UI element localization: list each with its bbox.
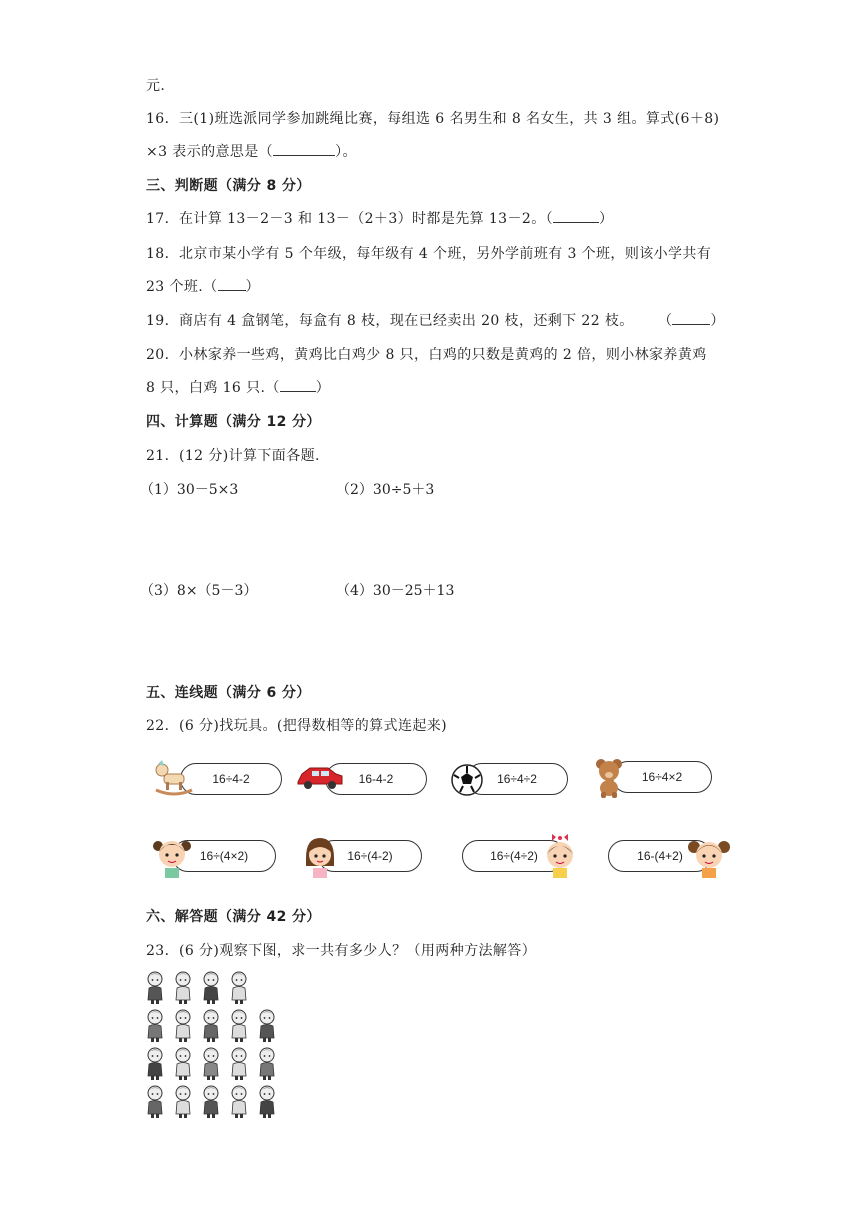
q16-answer-blank[interactable] — [273, 143, 335, 156]
person-icon — [228, 1084, 250, 1118]
q18-text-end: ） — [245, 279, 260, 295]
person-icon — [200, 1008, 222, 1042]
person-icon — [200, 1046, 222, 1080]
person-icon — [144, 1046, 166, 1080]
person-icon — [144, 970, 166, 1004]
question-22: 22．(6 分)找玩具。(把得数相等的算式连起来) — [146, 718, 448, 734]
q17-answer-blank[interactable] — [553, 210, 599, 223]
question-18-line2 — [146, 276, 260, 296]
q20-text: 8 只，白鸡 16 只.（ — [146, 380, 280, 396]
red-car-icon — [296, 764, 344, 792]
person-icon — [144, 1008, 166, 1042]
kid-expression-4[interactable]: 16-(4+2) — [608, 840, 712, 872]
person-icon — [200, 1084, 222, 1118]
person-icon — [228, 1008, 250, 1042]
section-6-title: 六、解答题（满分 42 分） — [146, 909, 321, 925]
toy-expression-3[interactable]: 16÷4÷2 — [466, 763, 568, 795]
person-icon — [228, 970, 250, 1004]
q18-text: 23 个班.（ — [146, 279, 218, 295]
girl-pigtails-icon — [152, 834, 192, 880]
q19-bracket-left: （ — [658, 313, 673, 329]
question-18-line1: 18．北京市某小学有 5 个年级，每年级有 4 个班，另外学前班有 3 个班，则该小学共有 — [146, 246, 712, 262]
section-3-title: 三、判断题（满分 8 分） — [146, 178, 311, 194]
question-20-line2 — [146, 377, 330, 397]
teddy-bear-icon — [594, 758, 624, 798]
section-4-title: 四、计算题（满分 12 分） — [146, 414, 321, 430]
girl-buns-icon — [688, 834, 730, 880]
section-5-title: 五、连线题（满分 6 分） — [146, 685, 311, 701]
toy-expression-2[interactable]: 16-4-2 — [325, 763, 427, 795]
rocking-horse-icon — [152, 760, 196, 796]
q19-bracket-right: ） — [710, 313, 725, 329]
q16-text: ×3 表示的意思是（ — [146, 144, 274, 160]
person-icon — [200, 970, 222, 1004]
person-icon — [256, 1084, 278, 1118]
question-19 — [146, 310, 634, 330]
calc-1: （1）30－5×3 — [140, 482, 239, 498]
kid-expression-1[interactable]: 16÷(4×2) — [172, 840, 276, 872]
kid-expression-2[interactable]: 16÷(4-2) — [318, 840, 422, 872]
q19-bracket — [658, 310, 725, 330]
question-23: 23．(6 分)观察下图，求一共有多少人？（用两种方法解答） — [146, 943, 537, 959]
calc-3: （3）8×（5－3） — [140, 583, 258, 599]
q20-text-end: ） — [315, 380, 331, 396]
q19-answer-blank[interactable] — [672, 312, 710, 325]
calc-2: （2）30÷5＋3 — [336, 482, 435, 498]
person-icon — [256, 1008, 278, 1042]
girl-bob-icon — [300, 834, 340, 880]
person-icon — [144, 1084, 166, 1118]
calc-4: （4）30－25＋13 — [336, 583, 455, 599]
person-icon — [172, 970, 194, 1004]
toy-expression-4[interactable]: 16÷4×2 — [612, 761, 712, 793]
q20-answer-blank[interactable] — [280, 379, 316, 392]
person-icon — [228, 1046, 250, 1080]
question-16-line1: 16．三(1)班选派同学参加跳绳比赛，每组选 6 名男生和 8 名女生，共 3 组。算式(6＋8) — [146, 111, 720, 127]
toy-expression-1[interactable]: 16÷4-2 — [180, 763, 282, 795]
person-icon — [172, 1008, 194, 1042]
q18-answer-blank[interactable] — [218, 278, 246, 291]
line-continuation: 元. — [146, 78, 166, 94]
question-21: 21．(12 分)计算下面各题. — [146, 448, 320, 464]
girl-bow-icon — [540, 834, 580, 880]
question-20-line1: 20．小林家养一些鸡，黄鸡比白鸡少 8 只，白鸡的只数是黄鸡的 2 倍，则小林家养黄鸡 — [146, 347, 707, 363]
person-icon — [172, 1084, 194, 1118]
q17-text-end: ） — [599, 211, 614, 227]
person-icon — [256, 1046, 278, 1080]
q19-text: 19．商店有 4 盒钢笔，每盒有 8 枝，现在已经卖出 20 枝，还剩下 22 枝。 — [146, 313, 634, 329]
people-figure — [144, 970, 284, 1120]
question-17 — [146, 208, 613, 228]
person-icon — [172, 1046, 194, 1080]
q17-text: 17．在计算 13－2－3 和 13－（2＋3）时都是先算 13－2。（ — [146, 211, 553, 227]
question-16-line2 — [146, 141, 357, 161]
q16-text-end: ）。 — [335, 144, 357, 160]
kid-expression-3[interactable]: 16÷(4÷2) — [462, 840, 566, 872]
soccer-ball-icon — [450, 763, 484, 797]
